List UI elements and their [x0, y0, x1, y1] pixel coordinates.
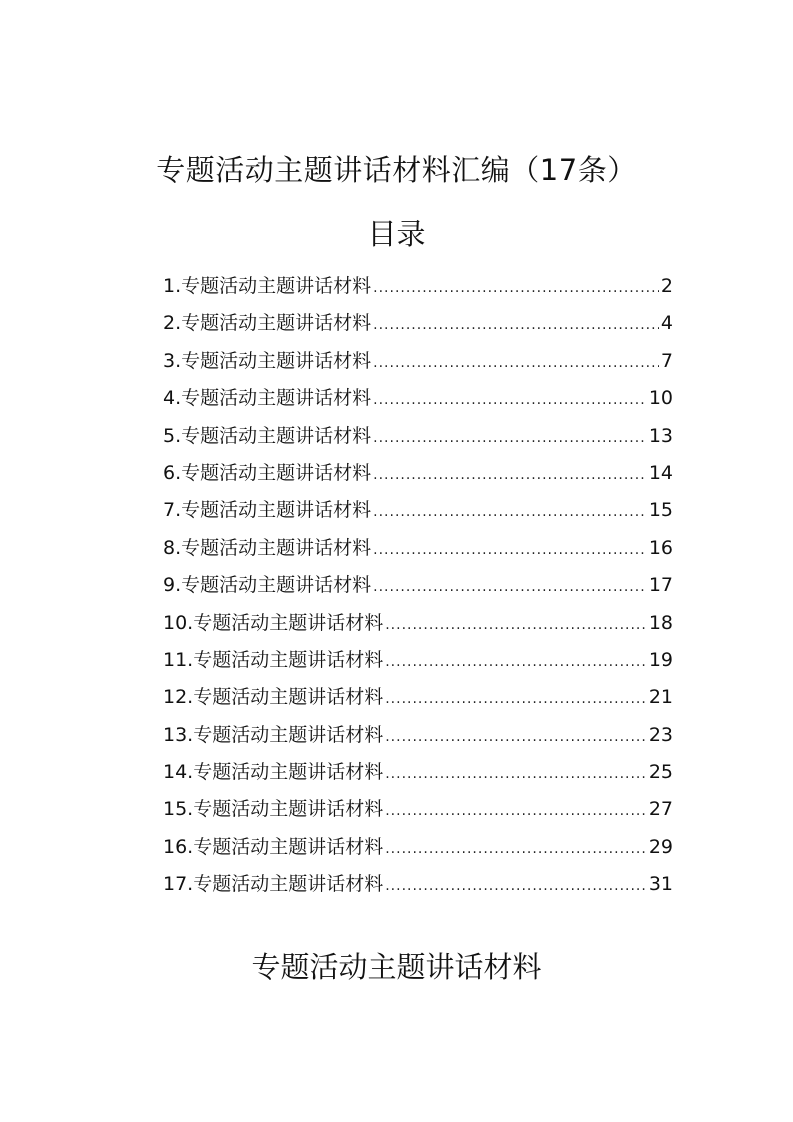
toc-entry[interactable]	[163, 866, 673, 903]
toc-dot-leader	[373, 457, 647, 494]
toc-entry-label: 5.专题活动主题讲话材料	[163, 424, 372, 447]
toc-entry[interactable]	[163, 380, 673, 417]
toc-entry[interactable]	[163, 642, 673, 679]
toc-entry[interactable]	[163, 754, 673, 791]
toc-entry-page: 17	[648, 574, 673, 597]
toc-entry-page: 29	[648, 835, 673, 858]
toc-entry[interactable]	[163, 418, 673, 455]
toc-entry-page: 16	[648, 536, 673, 559]
toc-entry[interactable]	[163, 679, 673, 716]
toc-dot-leader	[385, 756, 647, 793]
table-of-contents	[163, 268, 673, 904]
toc-entry-label: 11.专题活动主题讲话材料	[163, 648, 384, 671]
toc-entry[interactable]	[163, 305, 673, 342]
toc-entry[interactable]	[163, 343, 673, 380]
toc-entry-page: 27	[648, 798, 673, 821]
toc-entry-page: 14	[648, 461, 673, 484]
toc-entry-label: 4.专题活动主题讲话材料	[163, 387, 372, 410]
toc-entry-label: 9.专题活动主题讲话材料	[163, 574, 372, 597]
toc-entry-label: 10.专题活动主题讲话材料	[163, 611, 384, 634]
toc-entry-page: 7	[660, 349, 673, 372]
toc-entry-page: 15	[648, 499, 673, 522]
toc-dot-leader	[373, 494, 647, 531]
toc-entry-page: 19	[648, 648, 673, 671]
toc-dot-leader	[373, 532, 647, 569]
toc-entry-label: 16.专题活动主题讲话材料	[163, 835, 384, 858]
toc-dot-leader	[373, 382, 647, 419]
toc-entry-label: 6.专题活动主题讲话材料	[163, 461, 372, 484]
toc-entry-page: 4	[660, 312, 673, 335]
toc-entry-label: 14.专题活动主题讲话材料	[163, 761, 384, 784]
toc-entry[interactable]	[163, 530, 673, 567]
toc-dot-leader	[373, 569, 647, 606]
toc-dot-leader	[385, 681, 647, 718]
toc-dot-leader	[385, 868, 647, 905]
toc-entry-page: 18	[648, 611, 673, 634]
toc-entry[interactable]	[163, 791, 673, 828]
toc-entry[interactable]	[163, 268, 673, 305]
toc-entry[interactable]	[163, 829, 673, 866]
toc-entry-page: 2	[660, 275, 673, 297]
toc-entry[interactable]	[163, 567, 673, 604]
toc-dot-leader	[373, 307, 659, 344]
toc-entry-page: 21	[648, 686, 673, 709]
toc-dot-leader	[385, 644, 647, 681]
toc-entry-label: 15.专题活动主题讲话材料	[163, 798, 384, 821]
toc-entry-label: 8.专题活动主题讲话材料	[163, 536, 372, 559]
section-title: 专题活动主题讲话材料	[251, 950, 542, 984]
toc-heading: 目录	[367, 217, 426, 251]
toc-entry-label: 7.专题活动主题讲话材料	[163, 499, 372, 522]
toc-entry-page: 13	[648, 424, 673, 447]
toc-dot-leader	[385, 719, 647, 756]
toc-dot-leader	[373, 420, 647, 457]
document-title: 专题活动主题讲话材料汇编（17条）	[156, 153, 637, 187]
toc-entry[interactable]	[163, 717, 673, 754]
toc-entry-page: 10	[648, 387, 673, 410]
toc-entry-page: 31	[648, 873, 673, 896]
toc-entry-page: 25	[648, 761, 673, 784]
toc-dot-leader	[385, 831, 647, 868]
toc-entry-label: 1.专题活动主题讲话材料	[163, 275, 372, 297]
toc-entry-label: 12.专题活动主题讲话材料	[163, 686, 384, 709]
toc-entry-page: 23	[648, 723, 673, 746]
toc-dot-leader	[385, 793, 647, 830]
toc-entry-label: 13.专题活动主题讲话材料	[163, 723, 384, 746]
toc-dot-leader	[373, 345, 659, 382]
toc-dot-leader	[373, 270, 659, 307]
toc-entry-label: 17.专题活动主题讲话材料	[163, 873, 384, 896]
toc-entry[interactable]	[163, 455, 673, 492]
toc-entry[interactable]	[163, 605, 673, 642]
toc-entry[interactable]	[163, 492, 673, 529]
toc-entry-label: 3.专题活动主题讲话材料	[163, 349, 372, 372]
toc-dot-leader	[385, 607, 647, 644]
toc-entry-label: 2.专题活动主题讲话材料	[163, 312, 372, 335]
